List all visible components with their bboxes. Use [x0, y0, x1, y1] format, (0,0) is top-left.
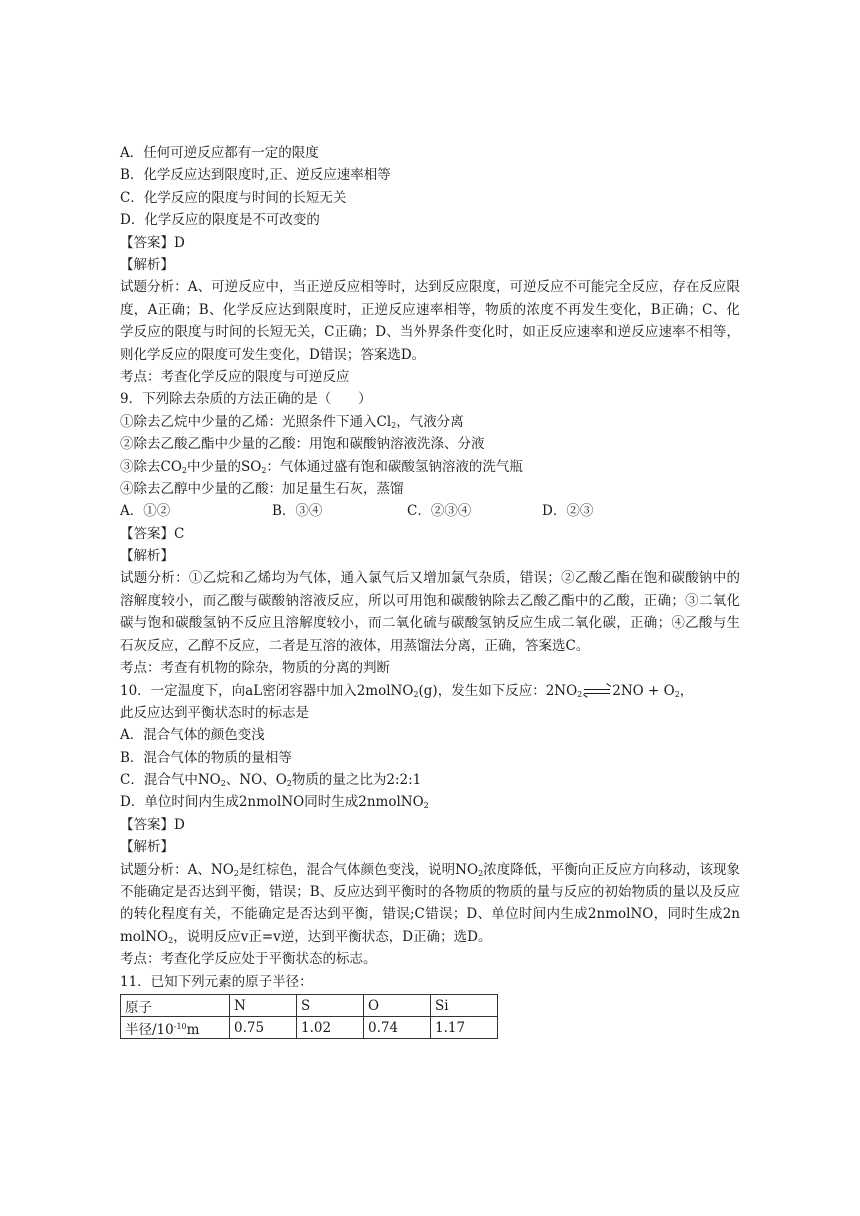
table-cell: 1.17	[431, 1017, 498, 1039]
q10-stem: 10．一定温度下，向aL密闭容器中加入2molNO$_2$(g)，发生如下反应：$2NO_2$ $2NO + O_2$，	[120, 682, 694, 699]
q10-analysis: 试题分析：A、$NO_2$是红棕色，混合气体颜色变浅，说明$NO_2$浓度降低，平衡向正反应方向移动，该现象不能确定是否达到平衡，错误；B、反应达到平衡时的各物质的物质的量与反应的初始物质的量以及反应的转化程度有关，不能确定是否达到平衡，错误;C错误；D、单位时间内生成2nmolNO，同时生成2n molNO$_2$，说明反应v正=v逆，达到平衡状态，D正确；选D。	[120, 861, 741, 945]
q8-option-a: A．任何可逆反应都有一定的限度	[120, 145, 319, 161]
q8-option-c: C．化学反应的限度与时间的长短无关	[120, 189, 347, 206]
q10-stem-line-2: 此反应达到平衡状态时的标志是	[120, 704, 309, 721]
q9-analysis-title: 【解析】	[120, 548, 174, 565]
q9-answer: 【答案】C	[120, 525, 185, 542]
q10-answer: 【答案】D	[120, 816, 185, 833]
q8-answer: 【答案】D	[120, 234, 185, 251]
q10-option-d: D．单位时间内生成2nmolNO同时生成2nmolNO$_2$	[120, 794, 429, 811]
q8-analysis: 试题分析：A、可逆反应中，当正逆反应相等时，达到反应限度，可逆反应不可能完全反应，存在反应限度，A正确；B、化学反应达到限度时，正逆反应速率相等，物质的浓度不再发生变化，B正确；C、化学反应的限度与时间的长短无关，C正确；D、当外界条件变化时，如正反应速率和逆反应速率不相等，则化学反应的限度可发生变化，D错误；答案选D。	[120, 279, 740, 363]
table-cell: 0.74	[364, 1017, 431, 1039]
q10-option-b: B．混合气体的物质的量相等	[120, 749, 292, 766]
q8-analysis-title: 【解析】	[120, 256, 174, 273]
q10-analysis-title: 【解析】	[120, 839, 174, 856]
q9-item-1: ①除去乙烷中少量的乙烯：光照条件下通入$Cl_2$，气液分离	[120, 413, 464, 430]
document-page	[120, 142, 740, 1039]
q9-choice-b: B．③④	[272, 503, 323, 520]
q8-point: 考点：考查化学反应的限度与可逆反应	[120, 368, 350, 385]
table-cell: O	[364, 995, 431, 1017]
q9-point: 考点：考查有机物的除杂，物质的分离的判断	[120, 660, 390, 677]
table-header-atom: 原子	[121, 995, 230, 1017]
q9-choice-d: D．②③	[542, 503, 594, 520]
q9-choice-c: C．②③④	[407, 503, 472, 520]
q10-point: 考点：考查化学反应处于平衡状态的标志。	[120, 951, 377, 968]
table-row	[121, 1017, 498, 1039]
q9-choices	[120, 500, 740, 522]
table-row	[121, 995, 498, 1017]
table-cell: N	[230, 995, 297, 1017]
table-cell: Si	[431, 995, 498, 1017]
table-header-radius: 半径$/10^{-10}m$	[121, 1017, 230, 1039]
q9-item-3: ③除去$CO_2$中少量的$SO_2$：气体通过盛有饱和碳酸氢钠溶液的洗气瓶	[120, 458, 523, 475]
q9-item-4: ④除去乙醇中少量的乙酸：加足量生石灰，蒸馏	[120, 480, 404, 497]
q10-option-a: A．混合气体的颜色变浅	[120, 727, 265, 744]
table-cell: S	[297, 995, 364, 1017]
table-cell: 1.02	[297, 1017, 364, 1039]
q9-analysis: 试题分析：①乙烷和乙烯均为气体，通入氯气后又增加氯气杂质，错误；②乙酸乙酯在饱和碳酸钠中的溶解度较小，而乙酸与碳酸钠溶液反应，所以可用饱和碳酸钠除去乙酸乙酯中的乙酸，正确；③二氧化碳与饱和碳酸氢钠不反应且溶解度较小，而二氧化硫与碳酸氢钠反应生成二氧化碳，正确；④乙酸与生石灰反应，乙醇不反应，二者是互溶的液体，用蒸馏法分离，正确，答案选C。	[120, 570, 740, 654]
q9-item-2: ②除去乙酸乙酯中少量的乙酸：用饱和碳酸钠溶液洗涤、分液	[120, 436, 485, 453]
q8-option-d: D．化学反应的限度是不可改变的	[120, 212, 320, 229]
q9-stem: 9．下列除去杂质的方法正确的是（ ）	[120, 391, 372, 408]
q11-stem: 11．已知下列元素的原子半径：	[120, 973, 313, 990]
table-cell: 0.75	[230, 1017, 297, 1039]
equilibrium-arrow-icon	[584, 686, 610, 696]
atomic-radius-table	[120, 994, 498, 1039]
q10-option-c: C．混合气中$NO_2$、NO、$O_2$物质的量之比为2:2:1	[120, 772, 422, 789]
q8-option-b: B．化学反应达到限度时,正、逆反应速率相等	[120, 167, 391, 184]
q9-choice-a: A．①②	[120, 503, 171, 520]
